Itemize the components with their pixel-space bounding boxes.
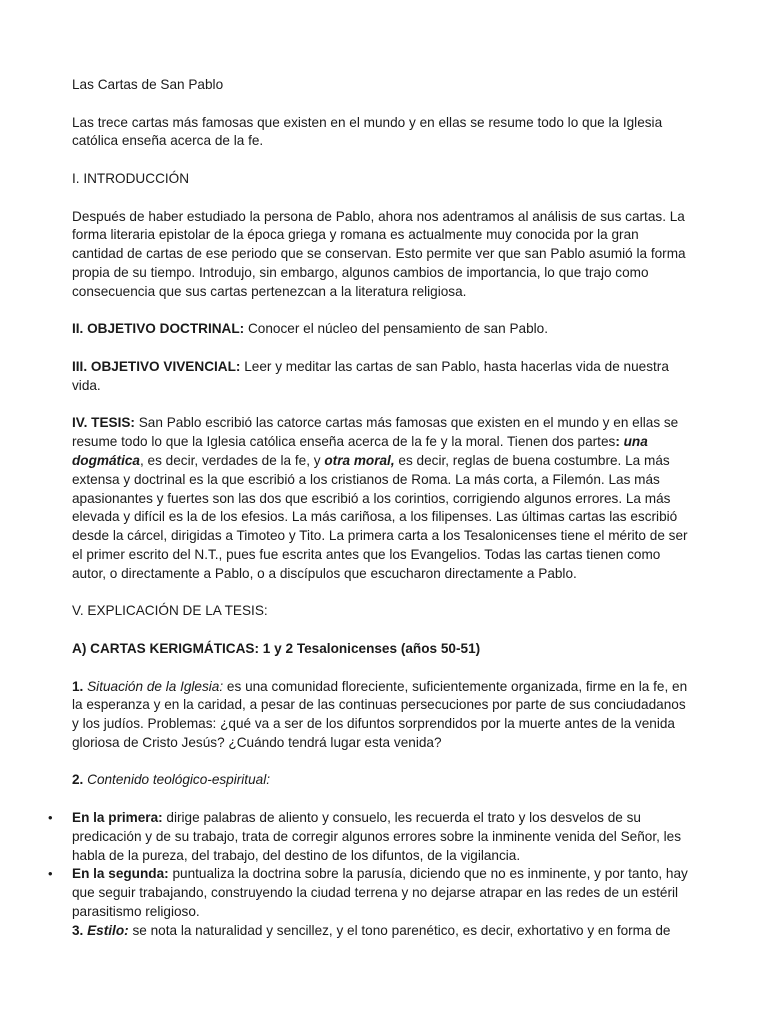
section-introduccion-text: Después de haber estudiado la persona de Pablo, ahora nos adentramos al análisis de sus cartas. La forma literaria epistolar de la época griega y romana es actualmente muy conocida por la gran cantidad de cartas de ese periodo que se conservan. Esto permite ver que san Pablo asumió la forma propia de su tiempo. Introdujo, sin embargo, algunos cambios de importancia, lo que trajo como consecuencia que sus cartas pertenezcan a la literatura religiosa. — [72, 208, 686, 299]
item-contenido-label: Contenido teológico-espiritual: — [83, 772, 270, 788]
section-objetivo-doctrinal-text: Conocer el núcleo del pensamiento de san Pablo. — [244, 321, 548, 337]
item-situacion-number: 1. — [72, 678, 84, 694]
section-tesis-label: IV. TESIS: — [72, 415, 135, 431]
subsection-kerigmaticas-heading — [72, 640, 692, 659]
bullet-segunda-text: puntualiza la doctrina sobre la parusía, diciendo que no es inminente, y por tanto, hay que seguir trabajando, construyendo la ciudad terrena y no dejarse atrapar en las redes de un estéril parasitismo religioso. — [72, 866, 688, 920]
item-situacion — [72, 678, 692, 753]
intro-paragraph: Las trece cartas más famosas que existen en el mundo y en ellas se resume todo lo que la Iglesia católica enseña acerca de la fe. — [72, 114, 663, 149]
item-contenido-number: 2. — [72, 772, 84, 788]
contenido-bullet-list — [72, 809, 692, 922]
section-objetivo-vivencial-label: III. OBJETIVO VIVENCIAL: — [72, 358, 241, 374]
list-item — [72, 865, 692, 921]
section-explicacion-heading: V. EXPLICACIÓN DE LA TESIS: — [72, 603, 268, 619]
item-contenido — [72, 771, 692, 790]
section-tesis-text-b: , es decir, verdades de la fe, y — [139, 452, 325, 468]
section-tesis — [72, 414, 692, 583]
item-estilo-label: Estilo: — [83, 922, 129, 938]
item-estilo-text: se nota la naturalidad y sencillez, y el tono parenético, es decir, exhortativo y en forma de — [128, 922, 671, 938]
item-situacion-label: Situación de la Iglesia: — [83, 678, 224, 694]
section-tesis-text-a: San Pablo escribió las catorce cartas más famosas que existen en el mundo y en ellas se resume todo lo que la Iglesia católica enseña acerca de la fe y la moral. Tienen dos partes — [72, 415, 679, 450]
section-objetivo-vivencial — [72, 358, 692, 396]
subsection-kerigmaticas-heading-text: A) CARTAS KERIGMÁTICAS: 1 y 2 Tesalonicenses (años 50-51) — [72, 640, 481, 656]
bullet-primera-text: dirige palabras de aliento y consuelo, les recuerda el trato y los desvelos de su predicación y de su trabajo, trata de corregir algunos errores sobre la inminente venida del Señor, les habla de la pureza, del trabajo, del destino de los difuntos, de la vigilancia. — [72, 810, 682, 863]
section-objetivo-doctrinal — [72, 320, 692, 339]
section-objetivo-doctrinal-label: II. OBJETIVO DOCTRINAL: — [72, 321, 245, 337]
document-body — [72, 76, 692, 941]
bullet-primera-label: En la primera: — [72, 810, 163, 826]
section-tesis-emphasis-moral: otra moral, — [324, 452, 395, 468]
item-situacion-text: es una comunidad floreciente, suficientemente organizada, firme en la fe, en la esperanza y en la caridad, a pesar de las continuas persecuciones por parte de sus conciudadanos y los judíos. Problemas: ¿qué va a ser de los difuntos sorprendidos por la muerte antes de la venida gloriosa de Cristo Jesús? ¿Cuándo tendrá lugar esta venida? — [72, 678, 688, 750]
bullet-segunda-label: En la segunda: — [72, 866, 169, 882]
document-title: Las Cartas de San Pablo — [72, 77, 224, 92]
list-item — [72, 809, 692, 865]
section-tesis-colon: : — [615, 434, 620, 450]
section-tesis-text-c: es decir, reglas de buena costumbre. La más extensa y doctrinal es la que escribió a los cristianos de Roma. La más corta, a Filemón. Las más apasionantes y fuertes son las dos que escribió a los corintios, corrigiendo algunos errores. La más elevada y difícil es la de los efesios. La más cariñosa, a los filipenses. Las últimas cartas las escribió desde la cárcel, dirigidas a Timoteo y Tito. La primera carta a los Tesalonicenses tiene el mérito de ser el primer escrito del N.T., pues fue escrita antes que los Evangelios. Todas las cartas tienen como autor, o directamente a Pablo, o a discípulos que escucharon directamente a Pablo. — [72, 452, 688, 581]
item-estilo-number: 3. — [72, 922, 84, 938]
section-tesis-emphasis-dogmatica: una dogmática — [72, 434, 648, 468]
section-introduccion-heading: I. INTRODUCCIÓN — [72, 170, 190, 186]
section-objetivo-vivencial-text: Leer y meditar las cartas de san Pablo, hasta hacerlas vida de nuestra vida. — [72, 358, 669, 393]
item-estilo — [72, 922, 692, 941]
